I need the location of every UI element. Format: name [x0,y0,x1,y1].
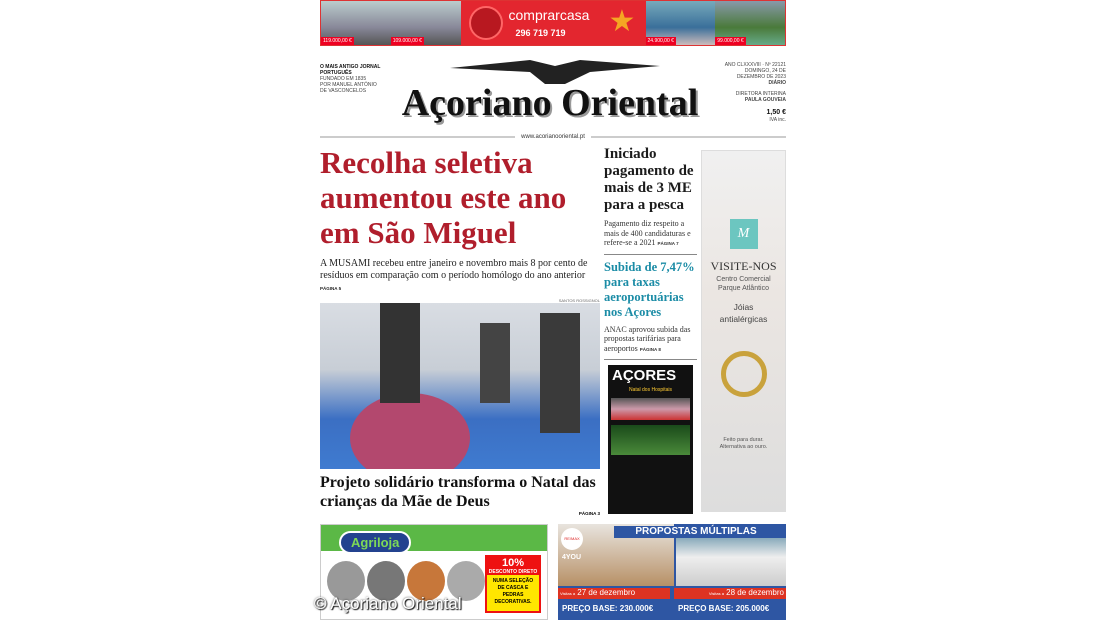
magazine-cover[interactable]: AÇORES Natal dos Hospitais [608,365,693,514]
masthead-right: ANO CLXXXVIII · Nº 22121 DOMINGO, 24 DE DEZEMBRO DE 2023 DIÁRIO DIRETORA INTERINA PAULA GOUVEIA 1,50 € IVA inc. [724,62,786,123]
photo-credit: SANTOS ROSSIGNOL [558,298,600,303]
top-advertisement[interactable] [320,0,786,46]
star-icon: ★ [608,5,636,38]
remax-advertisement[interactable]: PROPOSTAS MÚLTIPLAS RE/MAX 4YOU Visitas a 27 de dezembro Visitas a 28 de dezembro PREÇO BASE: 230.000€ PREÇO BASE: 205.000€ [558,524,786,620]
ad-photo: 99.000,00 € [715,1,785,45]
side-column [604,146,697,514]
ad-photo: 24.900,00 € [646,1,716,45]
ad-photo: 109.000,00 € [391,1,461,45]
lead-headline[interactable]: Recolha seletiva aumentou este ano em São Miguel [320,145,567,250]
photo-story-page: PÁGINA 3 [578,511,600,516]
eagle-logo-icon [450,58,660,84]
fishing-summary: Pagamento diz respeito a mais de 400 candidaturas e refere-se a 2021 PÁGINA 7 [604,219,691,247]
ring-image [721,351,767,397]
photo-story-headline[interactable]: Projeto solidário transforma o Natal das crianças da Mãe de Deus [320,474,596,510]
divider [604,359,697,360]
jewelry-advertisement[interactable]: M VISITE-NOS Centro Comercial Parque Atlântico Jóias antialérgicas Feito para durar. Alternativa ao ouro. [701,150,786,512]
lead-column [320,145,600,517]
lead-summary: A MUSAMI recebeu entre janeiro e novembro mais 8 por cento de resíduos em comparação com o período homólogo do ano anterior PÁGINA 5 [320,258,588,291]
divider [604,254,697,255]
website-link[interactable]: www.acorianooriental.pt [521,134,585,140]
website-url [320,132,786,142]
lead-photo [320,303,600,469]
newspaper-title: Açoriano Oriental [401,82,699,124]
ad-photo: 119.000,00 € [321,1,391,45]
agriloja-advertisement[interactable]: Agriloja 10% DESCONTO DIRETO NUMA SELEÇÃO DE CASCA E PEDRAS DECORATIVAS. [320,524,548,620]
watermark: © Açoriano Oriental [314,594,462,613]
airport-fees-headline[interactable]: Subida de 7,47% para taxas aeroportuárias nos Açores [604,259,695,319]
masthead-left: O MAIS ANTIGO JORNAL PORTUGUÊS FUNDADO EM 1835 POR MANUEL ANTÓNIO DE VASCONCELOS [320,64,381,94]
comprarcasa-banner: comprarcasa 296 719 719 ★ [461,1,646,45]
badge-icon [469,6,503,40]
fishing-headline[interactable]: Iniciado pagamento de mais de 3 ME para a pesca [604,146,694,213]
airport-fees-summary: ANAC aprovou subida das propostas tarifárias para aeroportos PÁGINA 8 [604,324,691,353]
